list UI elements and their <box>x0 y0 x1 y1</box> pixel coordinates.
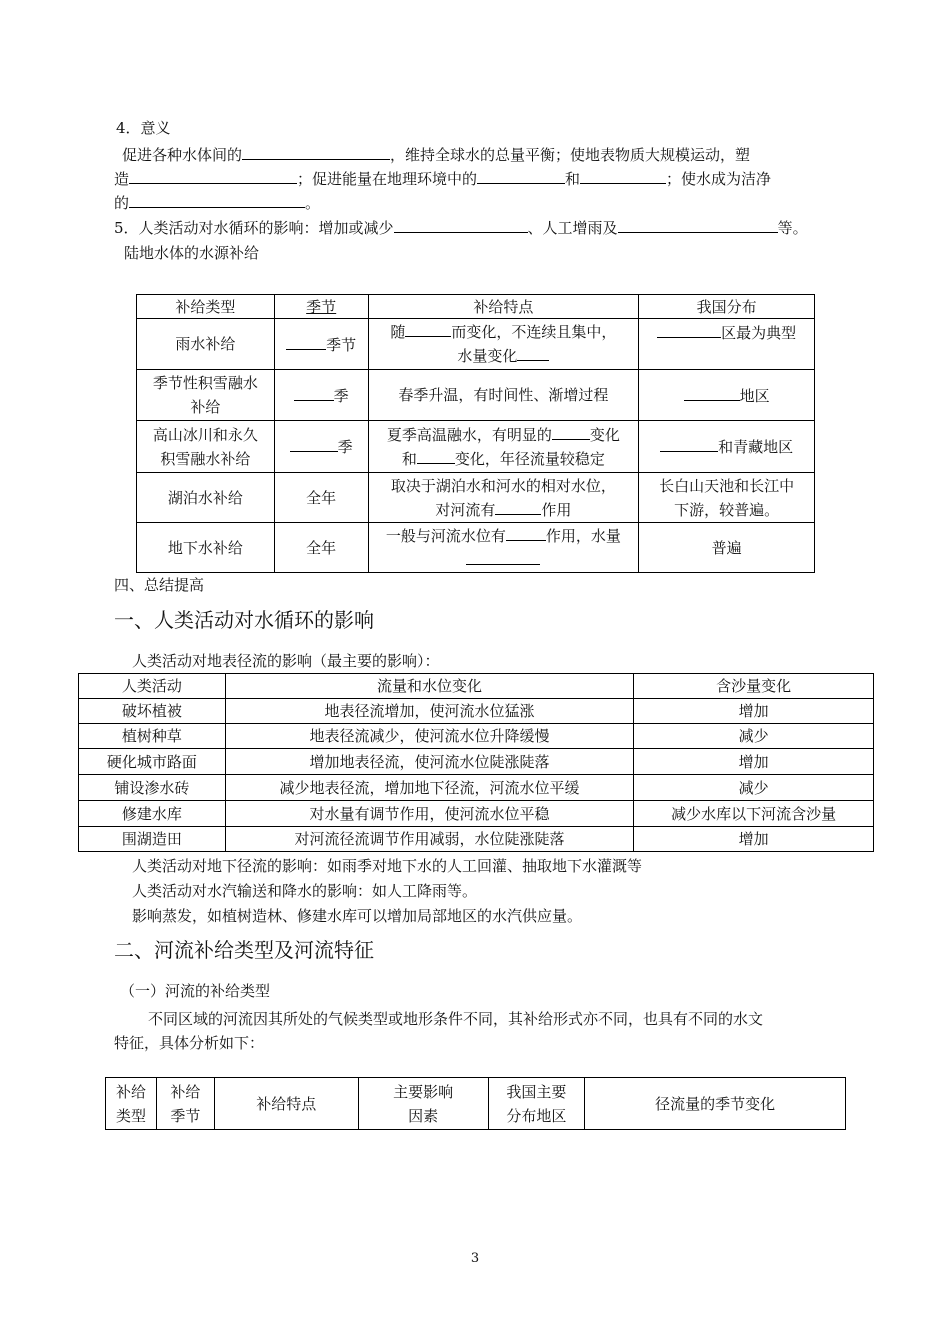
blank[interactable] <box>657 321 721 338</box>
section4-line1: 促进各种水体间的 ，维持全球水的总量平衡；使地表物质大规模运动，塑 <box>122 143 750 166</box>
land-water-title: 陆地水体的水源补给 <box>124 244 260 262</box>
header-main-factor: 主要影响 因素 <box>358 1078 488 1130</box>
heading-two: 二、河流补给类型及河流特征 <box>114 938 374 962</box>
distribution-cell: 区最为典型 <box>639 319 815 370</box>
type-cell: 高山冰川和永久 积雪融水补给 <box>137 421 275 473</box>
table-row <box>137 319 815 370</box>
header-distribution: 我国分布 <box>639 295 815 319</box>
header-supply-feature: 补给特点 <box>214 1078 358 1130</box>
subheading-one: （一）河流的补给类型 <box>120 982 271 1000</box>
blank[interactable] <box>394 216 528 233</box>
season-cell: 全年 <box>274 523 368 573</box>
header-supply-season: 补给 季节 <box>156 1078 214 1130</box>
header-feature: 补给特点 <box>368 295 639 319</box>
note-line: 人类活动对水汽输送和降水的影响：如人工降雨等。 <box>132 882 478 900</box>
distribution-cell: 普遍 <box>639 523 815 573</box>
feature-cell: 夏季高温融水，有明显的 变化 和 变化，年径流量较稳定 <box>368 421 639 473</box>
section4-line2: 造 ；促进能量在地理环境中的 和 ；使水成为洁净 <box>114 167 771 190</box>
activity-cell: 铺设渗水砖 <box>79 775 226 801</box>
type-cell: 地下水补给 <box>137 523 275 573</box>
blank[interactable] <box>129 191 305 208</box>
blank[interactable] <box>290 435 338 452</box>
blank[interactable] <box>417 447 455 464</box>
type-cell: 季节性积雪融水 补给 <box>137 370 275 421</box>
blank[interactable] <box>129 167 297 184</box>
header-activity: 人类活动 <box>79 674 226 699</box>
table-header-row <box>79 674 874 699</box>
human-activity-table <box>78 673 874 852</box>
distribution-cell: 和青藏地区 <box>639 421 815 473</box>
activity-cell: 修建水库 <box>79 801 226 827</box>
feature-cell: 随 而变化，不连续且集中， 水量变化 <box>368 319 639 370</box>
note-line: 人类活动对地下径流的影响：如雨季对地下水的人工回灌、抽取地下水灌溉等 <box>132 857 643 875</box>
paragraph-line: 特征，具体分析如下： <box>114 1034 265 1052</box>
flow-cell: 地表径流增加，使河流水位猛涨 <box>225 699 633 724</box>
flow-cell: 对河流径流调节作用减弱，水位陡涨陡落 <box>225 827 633 852</box>
sediment-cell: 增加 <box>634 699 874 724</box>
blank[interactable] <box>477 167 565 184</box>
sediment-cell: 增加 <box>634 749 874 775</box>
flow-cell: 增加地表径流，使河流水位陡涨陡落 <box>225 749 633 775</box>
table-row <box>79 749 874 775</box>
header-type: 补给类型 <box>137 295 275 319</box>
season-cell: 季 <box>274 370 368 421</box>
flow-cell: 减少地表径流，增加地下径流，河流水位平缓 <box>225 775 633 801</box>
sediment-cell: 减少 <box>634 724 874 749</box>
table-row <box>137 370 815 421</box>
table-row <box>137 523 815 573</box>
surface-runoff-intro: 人类活动对地表径流的影响（最主要的影响）： <box>132 652 440 670</box>
section4-line3: 的 。 <box>114 191 320 214</box>
header-seasonal-change: 径流量的季节变化 <box>585 1078 846 1130</box>
water-supply-table <box>136 294 815 573</box>
heading-one: 一、人类活动对水循环的影响 <box>114 608 374 632</box>
header-sediment: 含沙量变化 <box>634 674 874 699</box>
sediment-cell: 增加 <box>634 827 874 852</box>
table-row <box>79 801 874 827</box>
table-row <box>137 473 815 523</box>
table-row <box>79 699 874 724</box>
blank[interactable] <box>405 320 451 337</box>
season-cell: 季节 <box>274 319 368 370</box>
distribution-cell: 地区 <box>639 370 815 421</box>
feature-cell: 取决于湖泊水和河水的相对水位， 对河流有 作用 <box>368 473 639 523</box>
table-row <box>79 827 874 852</box>
section4-heading: 4．意义 <box>116 119 171 137</box>
sediment-cell: 减少 <box>634 775 874 801</box>
activity-cell: 硬化城市路面 <box>79 749 226 775</box>
blank[interactable] <box>466 548 540 565</box>
header-flow: 流量和水位变化 <box>225 674 633 699</box>
blank[interactable] <box>552 423 590 440</box>
activity-cell: 植树种草 <box>79 724 226 749</box>
blank[interactable] <box>684 384 740 401</box>
distribution-cell: 长白山天池和长江中 下游，较普遍。 <box>639 473 815 523</box>
sediment-cell: 减少水库以下河流含沙量 <box>634 801 874 827</box>
blank[interactable] <box>517 344 549 361</box>
type-cell: 雨水补给 <box>137 319 275 370</box>
feature-cell: 一般与河流水位有 作用，水量 <box>368 523 639 573</box>
table-header-row <box>106 1078 846 1130</box>
note-line: 影响蒸发，如植树造林、修建水库可以增加局部地区的水汽供应量。 <box>132 907 583 925</box>
flow-cell: 地表径流减少，使河流水位升降缓慢 <box>225 724 633 749</box>
season-cell: 全年 <box>274 473 368 523</box>
blank[interactable] <box>660 435 718 452</box>
flow-cell: 对水量有调节作用，使河流水位平稳 <box>225 801 633 827</box>
type-cell: 湖泊水补给 <box>137 473 275 523</box>
activity-cell: 破坏植被 <box>79 699 226 724</box>
table-row <box>79 775 874 801</box>
table-header-row <box>137 295 815 319</box>
header-supply-type: 补给 类型 <box>106 1078 157 1130</box>
section5-line: 5．人类活动对水循环的影响：增加或减少 、人工增雨及 等。 <box>114 216 808 239</box>
header-season: 季节 <box>274 295 368 319</box>
season-cell: 季 <box>274 421 368 473</box>
blank[interactable] <box>495 498 541 515</box>
summary-title: 四、总结提高 <box>114 576 205 594</box>
feature-cell: 春季升温，有时间性、渐增过程 <box>368 370 639 421</box>
paragraph-line: 不同区域的河流因其所处的气候类型或地形条件不同，其补给形式亦不同，也具有不同的水文 <box>148 1010 764 1028</box>
blank[interactable] <box>618 216 778 233</box>
page-number: 3 <box>470 1251 480 1266</box>
blank[interactable] <box>294 384 334 401</box>
header-main-region: 我国主要 分布地区 <box>488 1078 585 1130</box>
blank[interactable] <box>580 167 666 184</box>
activity-cell: 围湖造田 <box>79 827 226 852</box>
river-supply-table <box>105 1077 846 1130</box>
table-row <box>79 724 874 749</box>
blank[interactable] <box>286 333 326 350</box>
blank[interactable] <box>242 143 390 160</box>
blank[interactable] <box>506 524 546 541</box>
table-row <box>137 421 815 473</box>
